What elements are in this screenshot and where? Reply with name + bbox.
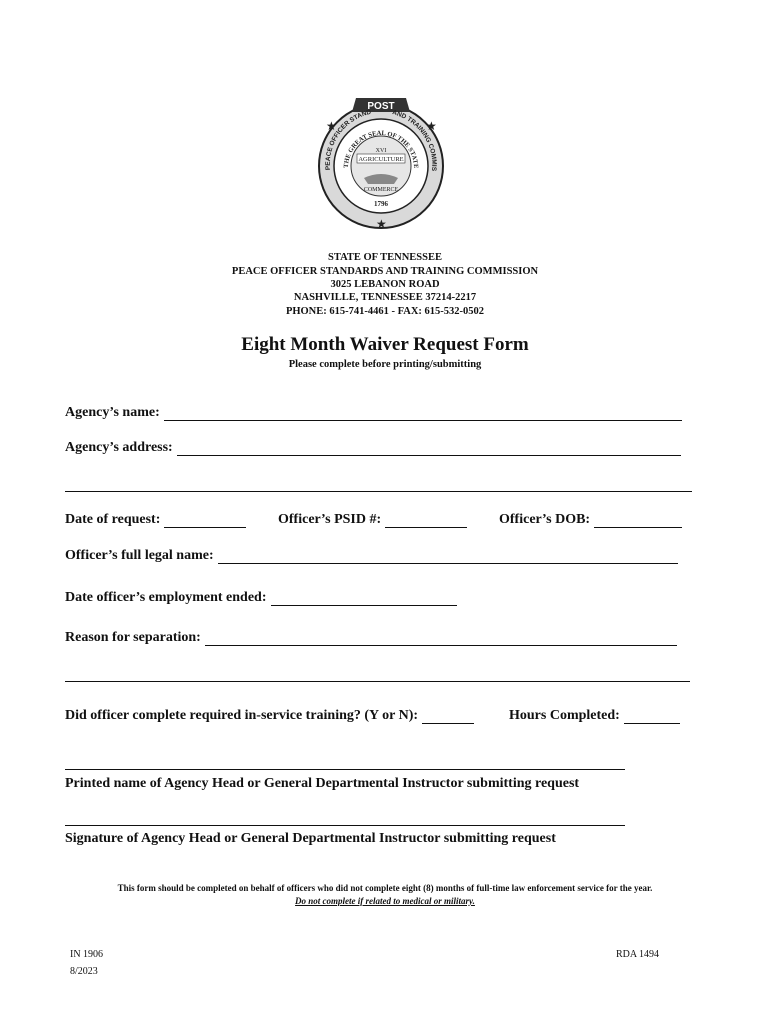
reason-line-2[interactable] <box>65 681 690 682</box>
hours-row <box>509 708 680 724</box>
printed-name-line[interactable] <box>65 769 625 770</box>
header-commission: PEACE OFFICER STANDARDS AND TRAINING COMMISSION <box>231 266 539 277</box>
form-title: Eight Month Waiver Request Form <box>241 334 529 355</box>
svg-text:COMMERCE: COMMERCE <box>363 187 399 193</box>
signature-label: Signature of Agency Head or General Departmental Instructor submitting request <box>65 831 556 846</box>
full-name-label: Officer’s full legal name: <box>65 548 214 563</box>
agency-address-label: Agency’s address: <box>65 440 173 455</box>
psid-row <box>278 512 467 528</box>
reason-row <box>65 630 677 646</box>
form-date: 8/2023 <box>70 966 98 977</box>
svg-text:★: ★ <box>426 119 437 133</box>
svg-text:AGRICULTURE: AGRICULTURE <box>358 156 404 163</box>
svg-text:PEACE OFFICER STANDARDS: PEACE OFFICER STAND <box>324 108 372 171</box>
full-name-field[interactable] <box>218 549 678 564</box>
agency-name-row <box>65 405 682 421</box>
note-eight-months: This form should be completed on behalf of officers who did not complete eight (8) months of full-time law enforcement service for the year. <box>117 883 653 893</box>
svg-text:★: ★ <box>376 217 387 230</box>
psid-label: Officer’s PSID #: <box>278 512 382 527</box>
hours-field[interactable] <box>624 709 680 724</box>
psid-field[interactable] <box>385 513 467 528</box>
reason-label: Reason for separation: <box>65 630 201 645</box>
hours-label: Hours Completed: <box>509 708 620 723</box>
date-request-label: Date of request: <box>65 512 161 527</box>
signature-line[interactable] <box>65 825 625 826</box>
employment-ended-label: Date officer’s employment ended: <box>65 590 267 605</box>
form-subtitle: Please complete before printing/submitting <box>288 359 482 370</box>
svg-text:AND TRAINING COMMISSION: AND TRAINING COMMIS <box>391 109 438 172</box>
svg-text:★: ★ <box>326 119 337 133</box>
training-field[interactable] <box>422 709 474 724</box>
agency-name-field[interactable] <box>164 406 682 421</box>
dob-row <box>499 512 682 528</box>
svg-text:1796: 1796 <box>374 200 388 208</box>
agency-address-field[interactable] <box>177 441 681 456</box>
header-state: STATE OF TENNESSEE <box>328 252 442 263</box>
form-number: IN 1906 <box>70 949 104 960</box>
seal-banner: POST <box>367 101 395 112</box>
training-row <box>65 708 474 724</box>
agency-address-row <box>65 440 681 456</box>
printed-name-label: Printed name of Agency Head or General Departmental Instructor submitting request <box>65 776 580 791</box>
rda-number: RDA 1494 <box>616 949 660 960</box>
training-label: Did officer complete required in-service training? (Y or N): <box>65 708 419 723</box>
dob-label: Officer’s DOB: <box>499 512 591 527</box>
employment-ended-row <box>65 590 457 606</box>
date-request-field[interactable] <box>164 513 246 528</box>
header-address: 3025 LEBANON ROAD <box>330 279 440 290</box>
post-seal <box>308 94 454 230</box>
date-request-row <box>65 512 246 528</box>
note-medical-military: Do not complete if related to medical or military. <box>295 896 475 906</box>
full-name-row <box>65 548 678 564</box>
dob-field[interactable] <box>594 513 682 528</box>
agency-name-label: Agency’s name: <box>65 405 160 420</box>
header-city: NASHVILLE, TENNESSEE 37214-2217 <box>293 292 477 303</box>
header-phone: PHONE: 615-741-4461 - FAX: 615-532-0502 <box>285 306 485 317</box>
agency-address-line-2[interactable] <box>65 491 692 492</box>
svg-text:THE GREAT SEAL OF THE STATE OF: THE GREAT SEAL OF THE STATE <box>342 129 420 169</box>
employment-ended-field[interactable] <box>271 591 457 606</box>
svg-text:XVI: XVI <box>375 148 387 154</box>
reason-field[interactable] <box>205 631 677 646</box>
